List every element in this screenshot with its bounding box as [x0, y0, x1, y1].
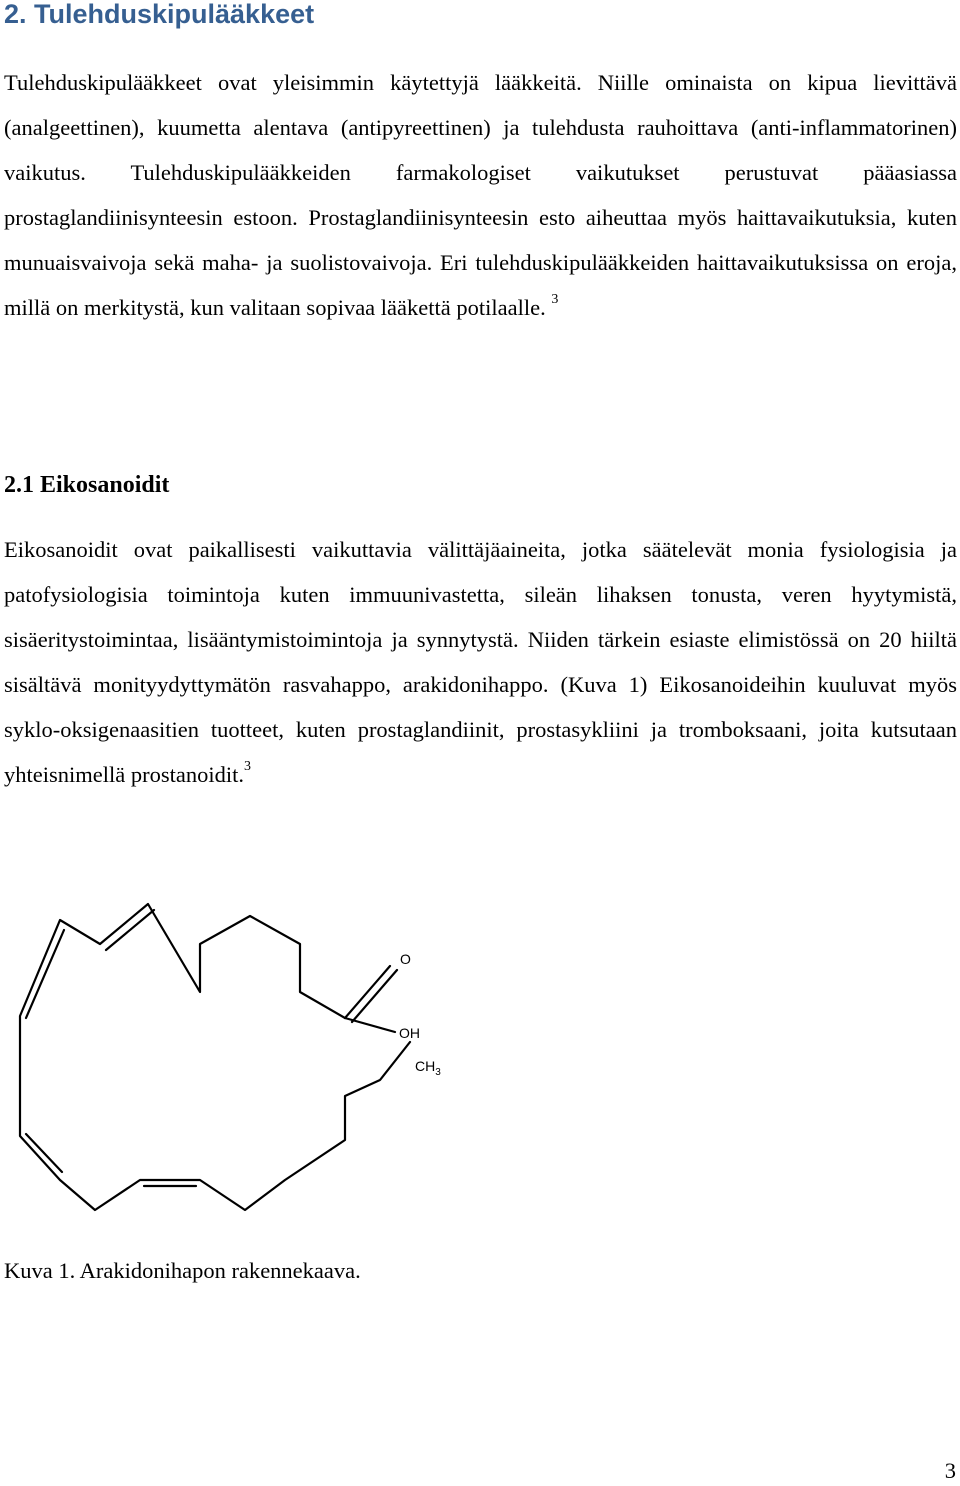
carbonyl-bond-1 [345, 966, 390, 1018]
section-heading-eicosanoids: 2.1 Eikosanoidit [4, 472, 170, 498]
carbonyl-bond-2 [352, 970, 397, 1022]
double-bond-1 [106, 910, 154, 950]
figure-caption: Kuva 1. Arakidonihapon rakennekaava. [4, 1258, 361, 1283]
paragraph-eicosanoids-text: Eikosanoidit ovat paikallisesti vaikuttavia välittäjäaineita, jotka säätelevät monia fysiologisia ja patofysiologisia toimintoja kuten immuunivastetta, sileän lihaksen tonusta, veren hyytymistä, sisäeritystoimintaa, lisääntymistoimintoja ja synnytystä. Niiden tärkein esiaste elimistössä on 20 hiiltä sisältävä monityydyttymätön rasvahappo, arakidonihappo. (Kuva 1) Eikosanoideihin kuuluvat myös syklo-oksigenaasitien tuotteet, kuten prostaglandiinit, prostasykliini ja tromboksaani, joita kutsutaan yhteisnimellä prostanoidit. [4, 537, 957, 787]
carbon-chain [20, 904, 410, 1210]
label-oxygen: O [400, 951, 411, 967]
hydroxyl-bond [345, 1018, 395, 1032]
label-methyl: $CH_3$ [415, 1058, 441, 1078]
double-bond-3 [26, 1134, 62, 1172]
reference-marker: 3 [243, 758, 251, 774]
paragraph-eicosanoids [4, 527, 957, 797]
label-hydroxyl: OH [399, 1025, 420, 1041]
arachidonic-acid-structure [0, 880, 520, 1240]
chapter-heading: 2. Tulehduskipulääkkeet [4, 0, 315, 29]
paragraph-nsaid-intro [4, 60, 957, 330]
paragraph-nsaid-intro-text: Tulehduskipulääkkeet ovat yleisimmin käytettyjä lääkkeitä. Niille ominaista on kipua lievittävä (analgeettinen), kuumetta alentava (antipyreettinen) ja tulehdusta rauhoittava (anti-inflammatorinen) vaikutus. Tulehduskipulääkkeiden farmakologiset vaikutukset perustuvat pääasiassa prostaglandiinisynteesin estoon. Prostaglandiinisynteesin esto aiheuttaa myös haittavaikutuksia, kuten munuaisvaivoja sekä maha- ja suolistovaivoja. Eri tulehduskipulääkkeiden haittavaikutuksissa on eroja, millä on merkitystä, kun valitaan sopivaa lääkettä potilaalle. [4, 70, 957, 320]
reference-marker: 3 [551, 291, 559, 307]
double-bond-2 [26, 930, 64, 1018]
page-number: 3 [944, 1458, 956, 1483]
